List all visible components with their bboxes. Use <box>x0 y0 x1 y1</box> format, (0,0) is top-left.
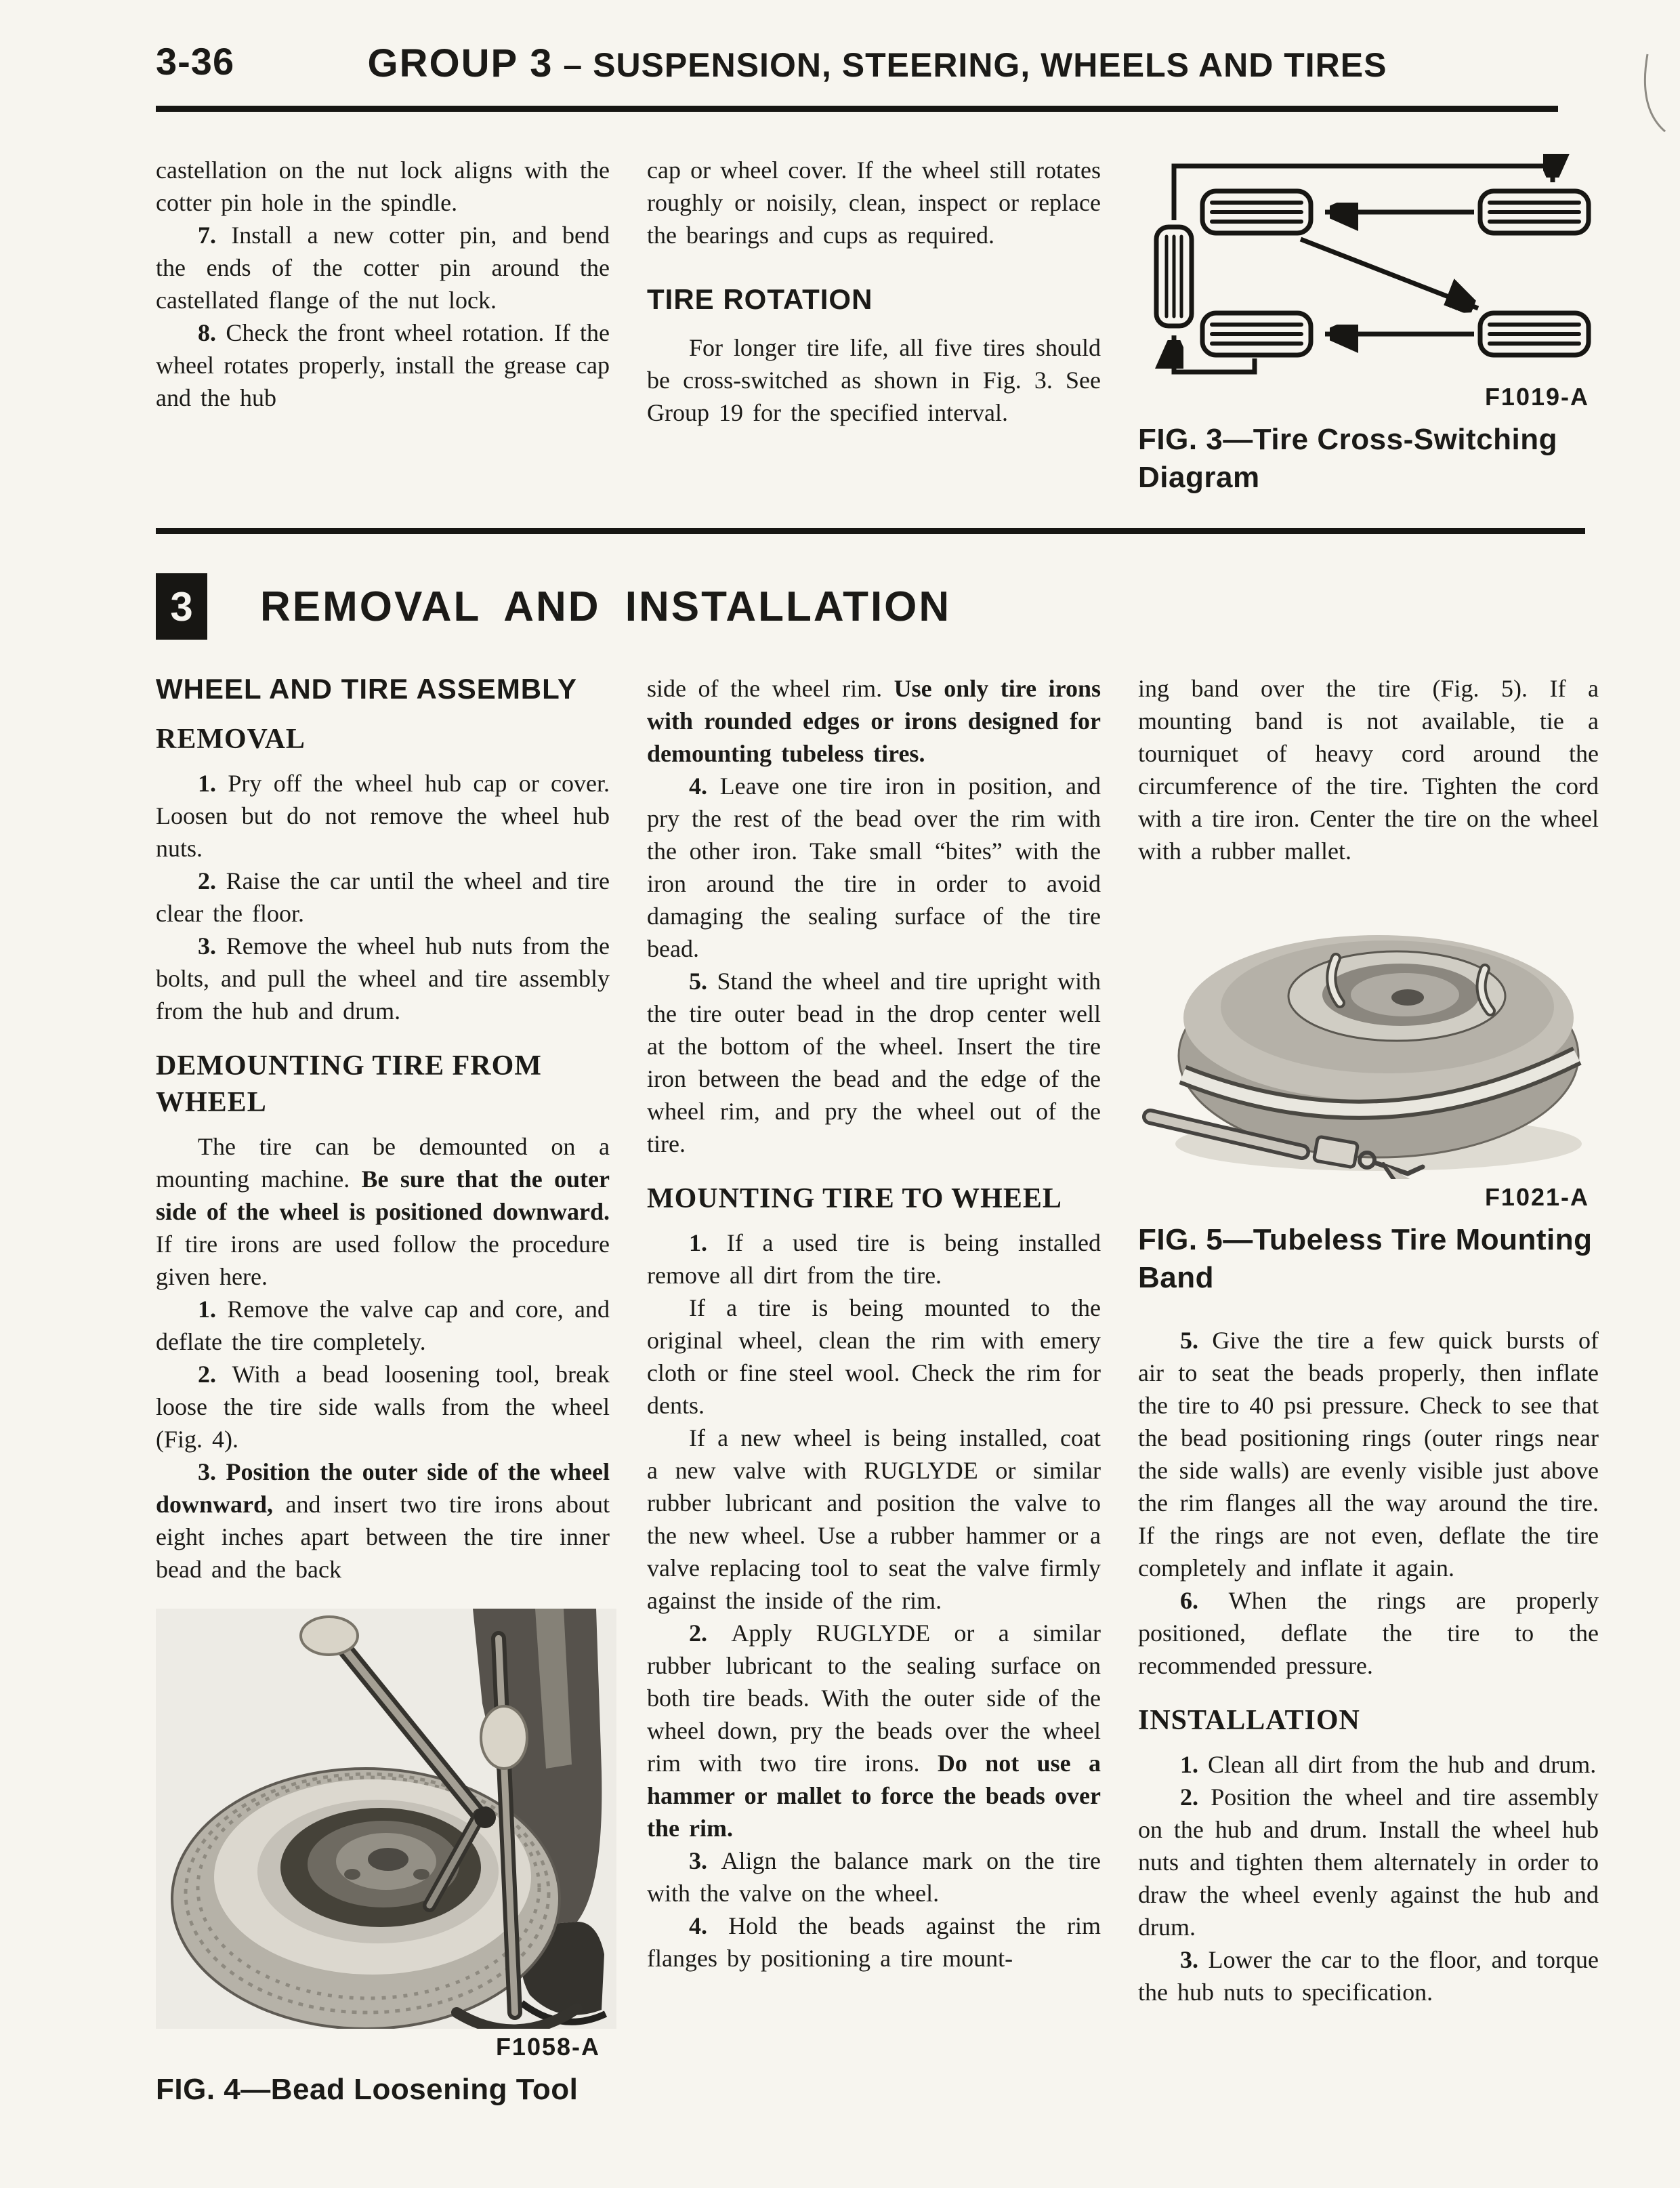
main-column-2 <box>647 672 1101 2109</box>
main-column-3 <box>1138 672 1599 2109</box>
paragraph: castellation on the nut lock aligns with the cotter pin hole in the spindle. <box>156 157 610 216</box>
paragraph: side of the wheel rim. Use only tire irons with rounded edges or irons designed for demounting tubeless tires. <box>647 675 1101 767</box>
page-curl-mark <box>1603 49 1671 137</box>
section-title: REMOVAL AND INSTALLATION <box>260 583 952 630</box>
header-rule <box>156 106 1558 112</box>
heading-wheel-and-tire-assembly: WHEEL AND TIRE ASSEMBLY <box>156 673 577 705</box>
main-column-1 <box>156 672 610 2109</box>
figure-3 <box>1138 154 1599 497</box>
group-label: GROUP 3 <box>367 41 553 85</box>
rear-right-tire-icon <box>1480 313 1589 355</box>
paragraph: cap or wheel cover. If the wheel still rotates roughly or noisily, clean, inspect or replace the bearings and cups as required. <box>647 157 1101 249</box>
paragraph: 3. Remove the wheel hub nuts from the bolts, and pull the wheel and tire assembly from the hub and drum. <box>156 932 610 1025</box>
heading-tire-rotation: TIRE ROTATION <box>647 283 873 315</box>
paragraph: 5. Stand the wheel and tire upright with the tire outer bead in the drop center well at the bottom of the wheel. Insert the tire iron between the bead and the edge of the wheel rim, and pry the wheel out of the tire. <box>647 968 1101 1157</box>
main-section <box>156 672 1599 2109</box>
paragraph: 3. Align the balance mark on the tire with the valve on the wheel. <box>647 1847 1101 1907</box>
page-title <box>156 35 1599 86</box>
heading-mounting-tire-to-wheel: MOUNTING TIRE TO WHEEL <box>647 1183 1062 1214</box>
figure-4 <box>156 1609 610 2109</box>
figure-4-caption: FIG. 4—Bead Loosening Tool <box>156 2073 579 2106</box>
group-title-rest: – SUSPENSION, STEERING, WHEELS AND TIRES <box>553 46 1387 84</box>
tubeless-tire-mounting-band-drawing <box>1138 894 1599 1179</box>
paragraph: 2. Apply RUGLYDE or a similar rubber lubricant to the sealing surface on both tire beads. With the outer side of the wheel down, pry the beads over the wheel rim with two tire irons. Do not use a hammer or mallet to force the beads over the rim. <box>647 1619 1101 1842</box>
tire-with-band <box>1179 935 1578 1157</box>
paragraph: 2. Raise the car until the wheel and tire clear the floor. <box>156 867 610 927</box>
page-number: 3-36 <box>156 40 235 83</box>
top-column-3 <box>1138 154 1599 497</box>
page-header <box>156 35 1599 88</box>
section-header <box>156 573 1599 640</box>
rear-left-tire-icon <box>1202 313 1311 355</box>
figure-5-caption: FIG. 5—Tubeless Tire Mounting Band <box>1138 1223 1593 1294</box>
paragraph: 3. Position the outer side of the wheel downward, and insert two tire irons about eight inches apart between the tire inner bead and the back <box>156 1458 610 1583</box>
paragraph: If a tire is being mounted to the original wheel, clean the rim with emery cloth or fine steel wool. Check the rim for dents. <box>647 1294 1101 1419</box>
paragraph: 1. Clean all dirt from the hub and drum. <box>1180 1751 1597 1778</box>
paragraph: 4. Hold the beads against the rim flanges by positioning a tire mount- <box>647 1912 1101 1972</box>
tire-cross-switching-diagram <box>1138 154 1599 379</box>
paragraph: 3. Lower the car to the floor, and torque the hub nuts to specification. <box>1138 1946 1599 2006</box>
figure-4-code: F1058-A <box>495 2033 600 2061</box>
figure-3-code: F1019-A <box>1484 383 1589 411</box>
front-left-tire-icon <box>1202 191 1311 233</box>
top-column-2 <box>647 154 1101 497</box>
figure-5 <box>1138 894 1599 1297</box>
paragraph: For longer tire life, all five tires should be cross-switched as shown in Fig. 3. See Group 19 for the specified interval. <box>647 334 1101 426</box>
heading-installation: INSTALLATION <box>1138 1705 1360 1736</box>
paragraph: If a new wheel is being installed, coat a new valve with RUGLYDE or similar rubber lubricant and position the valve to the new wheel. Use a rubber hammer or a valve replacing tool to seat the valve firmly against the inside of the rim. <box>647 1424 1101 1614</box>
section-number-badge: 3 <box>156 573 207 640</box>
paragraph: 2. With a bead loosening tool, break loose the tire side walls from the wheel (Fig. 4). <box>156 1361 610 1453</box>
paragraph: 4. Leave one tire iron in position, and pry the rest of the bead over the rim with the other iron. Take small “bites” with the iron around the tire in order to avoid damaging the sealing surface of the tire bead. <box>647 772 1101 962</box>
paragraph: The tire can be demounted on a mounting machine. Be sure that the outer side of the wheel is positioned downward. If tire irons are used follow the procedure given here. <box>156 1133 610 1290</box>
paragraph: 5. Give the tire a few quick bursts of air to seat the beads properly, then inflate the tire to 40 psi pressure. Check to see that the bead positioning rings (outer rings near the side walls) are evenly visible just above the rim flanges all the way around the tire. If the rings are not even, deflate the tire completely and inflate it again. <box>1138 1327 1599 1582</box>
top-section <box>156 154 1599 497</box>
top-column-1 <box>156 154 610 497</box>
front-right-tire-icon <box>1480 191 1589 233</box>
section-rule <box>156 528 1585 534</box>
paragraph: 1. Remove the valve cap and core, and deflate the tire completely. <box>156 1296 610 1355</box>
paragraph: 7. Install a new cotter pin, and bend the ends of the cotter pin around the castellated flange of the nut lock. <box>156 222 610 314</box>
bead-loosening-tool-photo <box>156 1609 616 2029</box>
heading-demounting-tire-from-wheel: DEMOUNTING TIRE FROM WHEEL <box>156 1050 542 1118</box>
heading-removal: REMOVAL <box>156 724 306 755</box>
paragraph: 1. Pry off the wheel hub cap or cover. Loosen but do not remove the wheel hub nuts. <box>156 770 610 862</box>
paragraph: 6. When the rings are properly positioned, deflate the tire to the recommended pressure. <box>1138 1587 1599 1679</box>
paragraph: ing band over the tire (Fig. 5). If a mounting band is not available, tie a tourniquet of heavy cord around the circumference of the tire. Tighten the cord with a tire iron. Center the tire on the wheel with a rubber mallet. <box>1138 675 1599 865</box>
figure-3-caption: FIG. 3—Tire Cross-Switching Diagram <box>1138 423 1558 494</box>
spare-tire-icon <box>1156 227 1192 326</box>
paragraph: 2. Position the wheel and tire assembly on the hub and drum. Install the wheel hub nuts and tighten them alternately in order to draw the wheel evenly against the hub and drum. <box>1138 1783 1599 1941</box>
paragraph: 1. If a used tire is being installed remove all dirt from the tire. <box>647 1229 1101 1289</box>
paragraph: 8. Check the front wheel rotation. If the wheel rotates properly, install the grease cap and the hub <box>156 319 610 411</box>
figure-5-code: F1021-A <box>1484 1183 1589 1211</box>
